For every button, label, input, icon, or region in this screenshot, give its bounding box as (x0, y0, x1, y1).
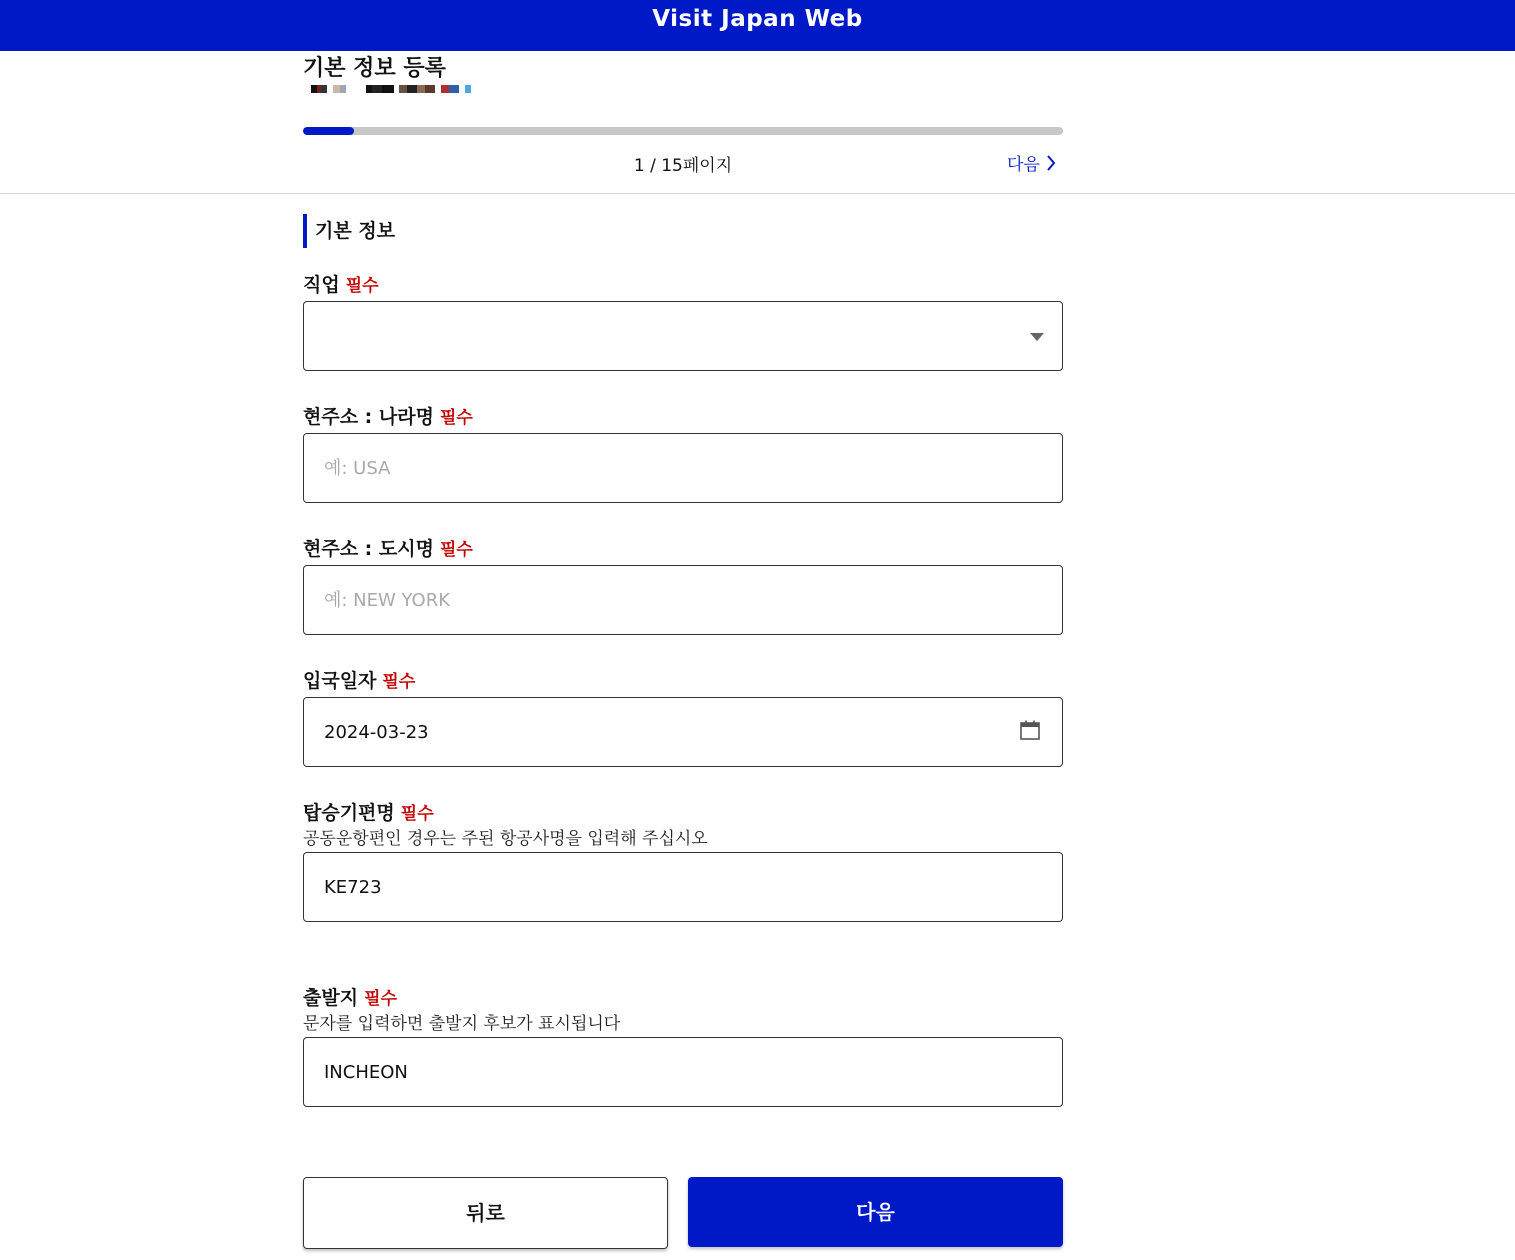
entry-date-input[interactable] (324, 698, 984, 766)
city-label (303, 534, 473, 561)
page-counter: 1 / 15페이지 (633, 156, 733, 176)
flight-field[interactable] (303, 852, 1063, 922)
departure-hint: 문자를 입력하면 출발지 후보가 표시됩니다 (303, 1014, 621, 1034)
next-button[interactable]: 다음 (688, 1177, 1063, 1247)
flight-input[interactable] (324, 853, 984, 921)
required-badge: 필수 (364, 989, 397, 1009)
chevron-right-icon (1046, 154, 1056, 172)
departure-label (303, 983, 397, 1010)
city-label-text: 현주소 : 도시명 (303, 538, 434, 560)
entry-date-field[interactable] (303, 697, 1063, 767)
flight-label-text: 탑승기편명 (303, 802, 395, 824)
next-link-label: 다음 (1007, 155, 1040, 175)
required-badge: 필수 (439, 408, 473, 428)
redacted-name-image (311, 85, 476, 97)
back-button[interactable]: 뒤로 (303, 1177, 668, 1249)
required-badge: 필수 (400, 804, 434, 824)
occupation-select[interactable] (303, 301, 1063, 371)
occupation-label-text: 직업 (303, 274, 340, 296)
occupation-select-value[interactable] (324, 302, 984, 370)
country-input[interactable] (324, 434, 984, 502)
country-label (303, 402, 473, 429)
required-badge: 필수 (382, 672, 416, 692)
departure-input[interactable] (324, 1038, 984, 1106)
required-badge: 필수 (439, 540, 473, 560)
departure-field[interactable] (303, 1037, 1063, 1107)
progress-fill (303, 127, 354, 135)
next-page-link[interactable] (1007, 150, 1056, 175)
flight-label (303, 798, 434, 825)
page-title: 기본 정보 등록 (303, 56, 446, 81)
flight-hint: 공동운항편인 경우는 주된 항공사명을 입력해 주십시오 (303, 829, 708, 849)
country-field[interactable] (303, 433, 1063, 503)
page-header (0, 51, 1515, 194)
section-title: 기본 정보 (303, 214, 395, 248)
required-badge: 필수 (345, 276, 379, 296)
occupation-label (303, 270, 379, 297)
calendar-icon[interactable] (1020, 720, 1040, 740)
app-brand: Visit Japan Web (652, 6, 863, 32)
entry-date-label-text: 입국일자 (303, 670, 377, 692)
progress-bar (303, 127, 1063, 135)
country-label-text: 현주소 : 나라명 (303, 406, 434, 428)
entry-date-label (303, 666, 415, 693)
top-bar (0, 0, 1515, 51)
city-input[interactable] (324, 566, 984, 634)
city-field[interactable] (303, 565, 1063, 635)
dropdown-arrow-icon (1030, 333, 1044, 341)
departure-label-text: 출발지 (303, 987, 359, 1009)
